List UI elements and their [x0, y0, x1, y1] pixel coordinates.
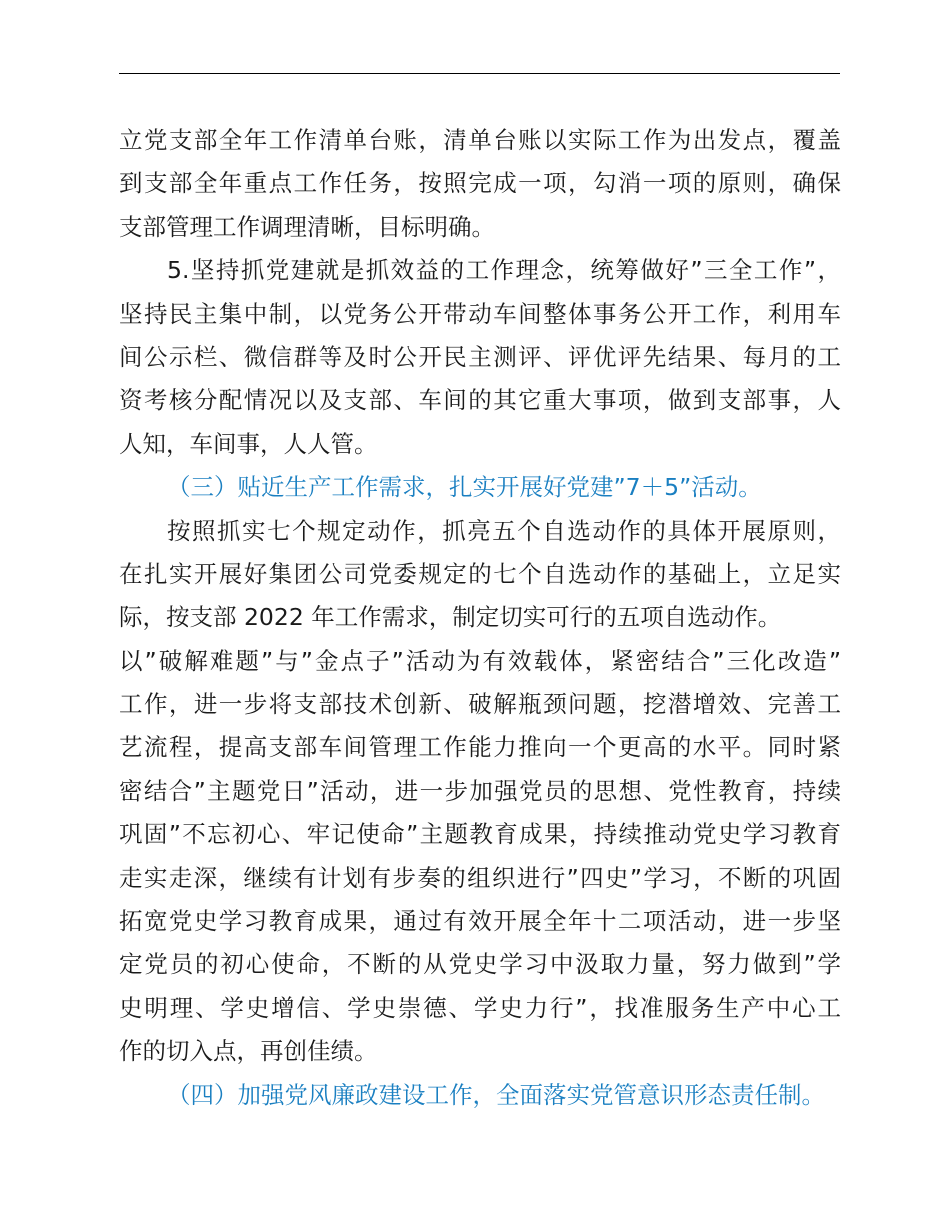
text-line: 定党员的初心使命，不断的从党史学习中汲取力量，努力做到”学 — [119, 950, 841, 979]
text-line: 坚持民主集中制，以党务公开带动车间整体事务公开工作，利用车 — [119, 299, 841, 328]
text-line: 史明理、学史增信、学史崇德、学史力行”，找准服务生产中心工 — [119, 993, 841, 1022]
text-line: 走实走深，继续有计划有步奏的组织进行”四史”学习，不断的巩固 — [119, 863, 841, 892]
section-heading: （三）贴近生产工作需求，扎实开展好党建”7＋5”活动。 — [167, 473, 762, 502]
text-line: 以”破解难题”与”金点子”活动为有效载体，紧密结合”三化改造” — [119, 646, 841, 675]
text-line: 立党支部全年工作清单台账，清单台账以实际工作为出发点，覆盖 — [119, 126, 841, 154]
text-line: 拓宽党史学习教育成果，通过有效开展全年十二项活动，进一步坚 — [119, 907, 841, 936]
section-heading: （四）加强党风廉政建设工作，全面落实党管意识形态责任制。 — [167, 1080, 825, 1109]
text-line: 支部管理工作调理清晰，目标明确。 — [119, 212, 495, 241]
document-body — [119, 119, 841, 1117]
text-line: 密结合”主题党日”活动，进一步加强党员的思想、党性教育，持续 — [119, 776, 841, 805]
text-line: 间公示栏、微信群等及时公开民主测评、评优评先结果、每月的工 — [119, 342, 841, 371]
text-line: 巩固”不忘初心、牢记使命”主题教育成果，持续推动党史学习教育 — [119, 820, 841, 849]
text-line: 5.坚持抓党建就是抓效益的工作理念，统筹做好”三全工作”， — [167, 256, 841, 285]
text-line: 作的切入点，再创佳绩。 — [119, 1037, 378, 1066]
text-line: 艺流程，提高支部车间管理工作能力推向一个更高的水平。同时紧 — [119, 733, 841, 762]
text-line: 在扎实开展好集团公司党委规定的七个自选动作的基础上，立足实 — [119, 559, 841, 588]
header-rule — [119, 73, 840, 74]
text-line: 工作，进一步将支部技术创新、破解瓶颈问题，挖潜增效、完善工 — [119, 690, 841, 719]
text-line: 人知，车间事，人人管。 — [119, 429, 378, 458]
text-line: 际，按支部 2022 年工作需求，制定切实可行的五项自选动作。 — [119, 603, 782, 632]
text-line: 资考核分配情况以及支部、车间的其它重大事项，做到支部事，人 — [119, 386, 841, 415]
text-line: 到支部全年重点工作任务，按照完成一项，勾消一项的原则，确保 — [119, 169, 841, 198]
text-line: 按照抓实七个规定动作，抓亮五个自选动作的具体开展原则， — [167, 516, 841, 545]
